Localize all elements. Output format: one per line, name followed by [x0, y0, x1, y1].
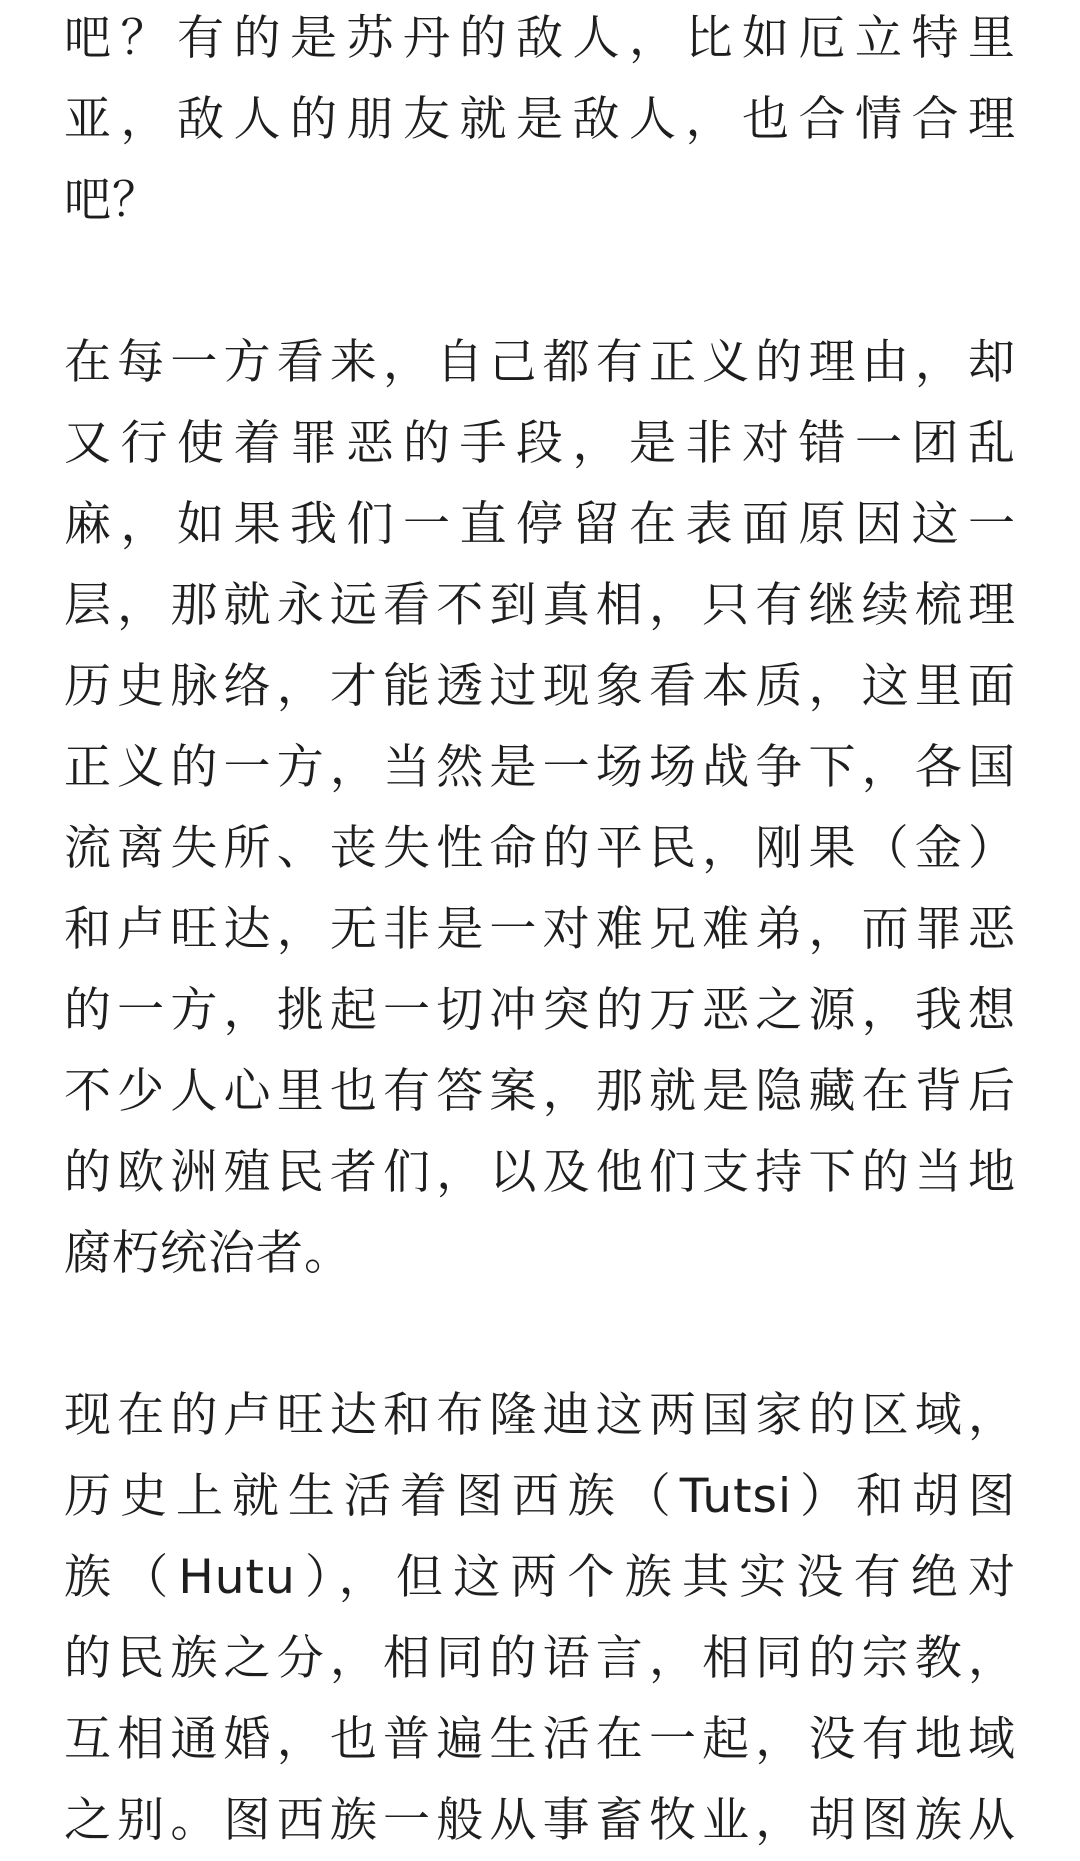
- text-line: 现在的卢旺达和布隆迪这两国家的区域，: [64, 1388, 1016, 1443]
- text-line: 层，那就永远看不到真相，只有继续梳理: [64, 578, 1016, 633]
- text-line: 不少人心里也有答案，那就是隐藏在背后: [64, 1064, 1016, 1119]
- text-line: 吧？有的是苏丹的敌人，比如厄立特里: [64, 11, 1016, 66]
- paragraph-2: [64, 322, 1016, 1294]
- text-line: 历史脉络，才能透过现象看本质，这里面: [64, 659, 1016, 714]
- text-line: 流离失所、丧失性命的平民，刚果（金）: [64, 821, 1016, 876]
- text-line: 亚，敌人的朋友就是敌人，也合情合理: [64, 92, 1016, 147]
- text-line: 麻，如果我们一直停留在表面原因这一: [64, 497, 1016, 552]
- text-line: 的欧洲殖民者们，以及他们支持下的当地: [64, 1145, 1016, 1200]
- paragraph-3: [64, 1375, 1016, 1861]
- text-line: 腐朽统治者。: [64, 1226, 352, 1281]
- text-line: 之别。图西族一般从事畜牧业，胡图族从: [64, 1793, 1016, 1848]
- paragraph-1: [64, 0, 1016, 241]
- text-line: 互相通婚，也普遍生活在一起，没有地域: [64, 1712, 1016, 1767]
- paragraph-gap: [64, 241, 1016, 322]
- text-line: 历史上就生活着图西族（Tutsi）和胡图: [64, 1469, 1016, 1524]
- text-line: 正义的一方，当然是一场场战争下，各国: [64, 740, 1016, 795]
- text-line: 和卢旺达，无非是一对难兄难弟，而罪恶: [64, 902, 1016, 957]
- text-line: 在每一方看来，自己都有正义的理由，却: [64, 335, 1016, 390]
- paragraph-gap: [64, 1294, 1016, 1375]
- article-body: [64, 0, 1016, 1861]
- text-line: 的民族之分，相同的语言，相同的宗教，: [64, 1631, 1016, 1686]
- text-line: 的一方，挑起一切冲突的万恶之源，我想: [64, 983, 1016, 1038]
- text-line: 族（Hutu），但这两个族其实没有绝对: [64, 1550, 1016, 1605]
- text-line: 吧？: [64, 173, 160, 228]
- text-line: 又行使着罪恶的手段，是非对错一团乱: [64, 416, 1016, 471]
